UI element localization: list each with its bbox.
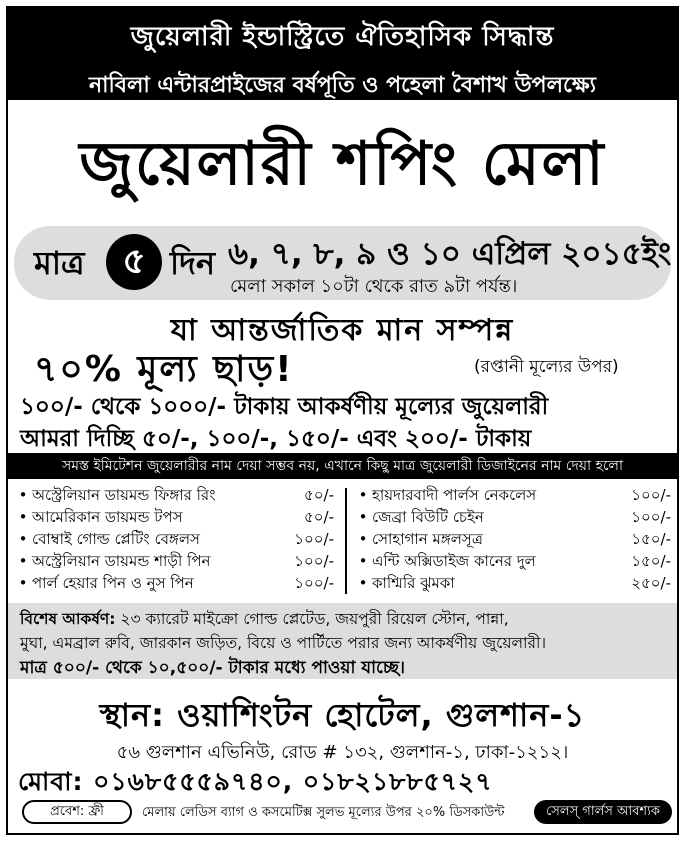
event-dates: ৬, ৭, ৮, ৯ ও ১০ এপ্রিল ২০১৫ইং [228,236,672,272]
item-price: ১০০/- [294,530,334,548]
item-price: ২৫০/- [631,574,671,592]
phone-numbers: মোবা: ০১৬৮৫৫৫৯৭৪০, ০১৮২১৮৮৫৭২৭ [18,767,493,796]
special-line-2: মুঘা, এমব্রাল রুবি, জারকান জড়িত, বিয়ে ও পার্টিতে পরার জন্য আকর্ষণীয় জুয়েলারী। [20,634,546,652]
item-name: অস্ট্রেলিয়ান ডায়মন্ড ফিঙ্গার রিং [32,486,216,504]
date-banner [14,226,671,300]
list-item [14,550,334,572]
item-name: পার্ল হেয়ার পিন ও নুস পিন [32,574,194,592]
item-column-right [354,484,671,594]
bullet-icon: • [358,486,368,504]
price-range: ১০০/- থেকে ১০০০/- টাকায় আকর্ষণীয় মূল্যের জুয়েলারী [20,394,549,420]
item-name: হায়দারবাদী পার্লস নেকলেস [372,486,537,504]
item-name: জেব্রা বিউটি চেইন [372,508,484,526]
promo-text: মেলায় লেডিস ব্যাগ ও কসমেটিক্স সুলভ মূল্যের উপর ২০% ডিসকাউন্ট [142,805,505,820]
venue: স্থান: ওয়াশিংটন হোটেল, গুলশান-১ [99,696,586,734]
item-price: ১০০/- [631,486,671,504]
list-item [354,550,671,572]
discount-headline: ৭০% মূল্য ছাড়! [34,349,294,390]
poster-title: জুয়েলারী শপিং মেলা [79,129,606,199]
item-price: ১০০/- [631,508,671,526]
item-price: ১৫০/- [631,552,671,570]
list-item [354,506,671,528]
special-line-1 [20,607,509,633]
header-banner [8,8,677,100]
list-item [354,484,671,506]
duration-prefix: মাত্র [34,244,85,282]
quality-statement: যা আন্তর্জাতিক মান সম্পন্ন [170,313,515,348]
item-price: ১০০/- [294,574,334,592]
bullet-icon: • [358,508,368,526]
entry-badge: প্রবেশ: ফ্রী [22,800,132,824]
item-name: এন্টি অক্সিডাইজ কানের দুল [372,552,536,570]
item-list [14,484,671,600]
item-column-left [14,484,334,594]
special-line-3: মাত্র ৫০০/- থেকে ১০,৫০০/- টাকার মধ্যে পাওয়া যাচ্ছে। [20,658,406,678]
header-line-2: নাবিলা এন্টারপ্রাইজের বর্ষপূতি ও পহেলা বৈশাখ উপলক্ষ্যে [88,73,597,98]
bullet-icon: • [358,530,368,548]
item-price: ১৫০/- [631,530,671,548]
item-name: সোহাগান মঙ্গলসূত্র [372,530,483,548]
column-divider [345,488,347,594]
item-price: ৫০/- [304,508,334,526]
note-bar: সমস্ত ইমিটেশন জুয়েলারীর নাম দেয়া সম্ভব নয়, এখানে কিছু মাত্র জুয়েলারী ডিজাইনের নাম দেয়া হলো [8,453,677,479]
bullet-icon: • [18,486,28,504]
bullet-icon: • [358,574,368,592]
item-name: আমেরিকান ডায়মন্ড টপস [32,508,183,526]
item-price: ৫০/- [304,486,334,504]
list-item [354,528,671,550]
bullet-icon: • [18,552,28,570]
duration-number-badge: ৫ [106,234,162,290]
list-item [14,572,334,594]
item-name: অস্ট্রেলিয়ান ডায়মন্ড শাড়ী পিন [32,552,211,570]
duration-suffix: দিন [170,244,216,282]
special-label: বিশেষ আকর্ষণ: [20,610,116,628]
bullet-icon: • [18,530,28,548]
bullet-icon: • [18,508,28,526]
address: ৫৬ গুলশান এভিনিউ, রোড # ১৩২, গুলশান-১, ঢাকা-১২১২। [116,742,569,763]
list-item [14,484,334,506]
special-text-1: ২৩ ক্যারেট মাইক্রো গোল্ড প্লেটেড, জয়পুরী রিয়েল স্টোন, পান্না, [120,610,509,628]
bullet-icon: • [358,552,368,570]
special-attraction-box [8,603,677,679]
list-item [14,506,334,528]
bullet-icon: • [18,574,28,592]
sales-badge: সেলস্ গার্লস আবশ্যক [534,800,672,824]
list-item [14,528,334,550]
item-name: কাশ্মিরি ঝুমকা [372,574,455,592]
event-time: মেলা সকাল ১০টা থেকে রাত ৯টা পর্যন্ত। [230,276,518,297]
item-name: বোম্বাই গোল্ড প্লেটিং বেঙ্গলস [32,530,200,548]
header-line-1: জুয়েলারী ইন্ডাস্ট্রিতে ঐতিহাসিক সিদ্ধান্ত [130,22,555,52]
item-price: ১০০/- [294,552,334,570]
offer-prices: আমরা দিচ্ছি ৫০/-, ১০০/-, ১৫০/- এবং ২০০/- টাকায় [20,426,532,452]
discount-note: (রপ্তানী মূল্যের উপর) [474,357,619,377]
list-item [354,572,671,594]
